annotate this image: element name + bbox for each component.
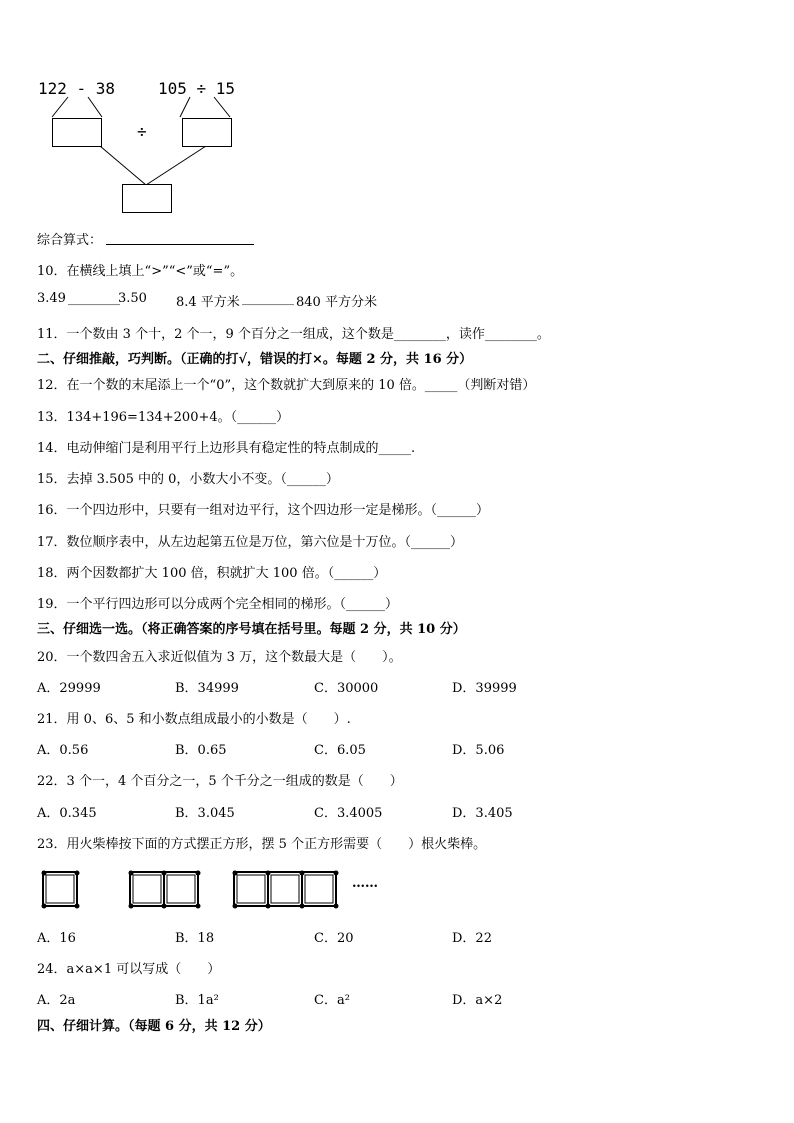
section-2-heading: 二、仔细推敲，巧判断。（正确的打√，错误的打×。每题 2 分，共 16 分） <box>37 352 473 367</box>
question-16: 16．一个四边形中，只要有一组对边平行，这个四边形一定是梯形。（______） <box>37 503 490 518</box>
q10-a-left: 3.49 <box>37 291 66 306</box>
question-14: 14．电动伸缩门是利用平行上边形具有稳定性的特点制成的_____. <box>37 441 416 456</box>
q21-option-c[interactable]: C．6.05 <box>314 743 366 758</box>
q23-option-b[interactable]: B．18 <box>175 931 215 946</box>
question-22: 22．3 个一，4 个百分之一，5 个千分之一组成的数是（ ） <box>37 774 403 789</box>
q10-b-left: 8.4 平方米 <box>176 295 240 310</box>
matchstick-ellipsis: …… <box>352 876 378 891</box>
question-18: 18．两个因数都扩大 100 倍，积就扩大 100 倍。（______） <box>37 566 387 581</box>
q20-option-b[interactable]: B．34999 <box>175 681 239 696</box>
q23-option-a[interactable]: A．16 <box>37 931 76 946</box>
q10-a-blank[interactable]: ________ <box>68 291 120 306</box>
q22-option-c[interactable]: C．3.4005 <box>314 806 383 821</box>
question-24: 24．a×a×1 可以写成（ ） <box>37 962 221 977</box>
q22-option-b[interactable]: B．3.045 <box>175 806 235 821</box>
q22-option-d[interactable]: D．3.405 <box>452 806 513 821</box>
question-23: 23．用火柴棒按下面的方式摆正方形，摆 5 个正方形需要（ ）根火柴棒。 <box>37 837 487 852</box>
section-4-heading: 四、仔细计算。（每题 6 分，共 12 分） <box>37 1019 271 1034</box>
question-12: 12．在一个数的末尾添上一个“0”，这个数就扩大到原来的 10 倍。_____（判断对错） <box>37 378 536 393</box>
combined-formula-label: 综合算式： <box>37 233 103 248</box>
q24-option-d[interactable]: D．a×2 <box>452 993 503 1008</box>
question-13: 13．134+196=134+200+4。（______） <box>37 410 290 425</box>
matchstick-figure <box>36 866 396 914</box>
question-10: 10．在横线上填上“>”“<”或“=”。 <box>37 264 244 279</box>
q21-option-a[interactable]: A．0.56 <box>37 743 89 758</box>
question-21: 21．用 0、6、5 和小数点组成最小的小数是（ ）. <box>37 712 351 727</box>
question-19: 19．一个平行四边形可以分成两个完全相同的梯形。（______） <box>37 597 399 612</box>
q10-b-blank[interactable]: ________ <box>242 291 294 306</box>
section-3-heading: 三、仔细选一选。（将正确答案的序号填在括号里。每题 2 分，共 10 分） <box>37 622 466 637</box>
q24-option-a[interactable]: A．2a <box>37 993 76 1008</box>
answer-box-right[interactable] <box>182 118 232 147</box>
question-17: 17．数位顺序表中，从左边起第五位是万位，第六位是十万位。（______） <box>37 535 464 550</box>
q23-option-c[interactable]: C．20 <box>314 931 354 946</box>
q24-option-b[interactable]: B．1a² <box>175 993 219 1008</box>
question-11: 11．一个数由 3 个十，2 个一，9 个百分之一组成，这个数是________，读作________。 <box>37 327 550 342</box>
answer-box-result[interactable] <box>122 184 172 213</box>
combined-formula-line[interactable] <box>106 244 254 245</box>
q24-option-c[interactable]: C．a² <box>314 993 350 1008</box>
diagram-operator: ÷ <box>137 122 147 141</box>
calculation-diagram <box>30 75 270 220</box>
q10-b-right: 840 平方分米 <box>296 295 377 310</box>
answer-box-left[interactable] <box>52 118 102 147</box>
q20-option-c[interactable]: C．30000 <box>314 681 379 696</box>
q21-option-b[interactable]: B．0.65 <box>175 743 227 758</box>
q23-option-d[interactable]: D．22 <box>452 931 492 946</box>
question-20: 20．一个数四舍五入求近似值为 3 万，这个数最大是（ ）。 <box>37 650 402 665</box>
q21-option-d[interactable]: D．5.06 <box>452 743 505 758</box>
expression-left: 122 - 38 <box>38 79 116 98</box>
q20-option-a[interactable]: A．29999 <box>37 681 101 696</box>
q10-a-right: 3.50 <box>118 291 147 306</box>
q22-option-a[interactable]: A．0.345 <box>37 806 97 821</box>
expression-right: 105 ÷ 15 <box>158 79 236 98</box>
q20-option-d[interactable]: D．39999 <box>452 681 517 696</box>
question-15: 15．去掉 3.505 中的 0，小数大小不变。（______） <box>37 472 339 487</box>
